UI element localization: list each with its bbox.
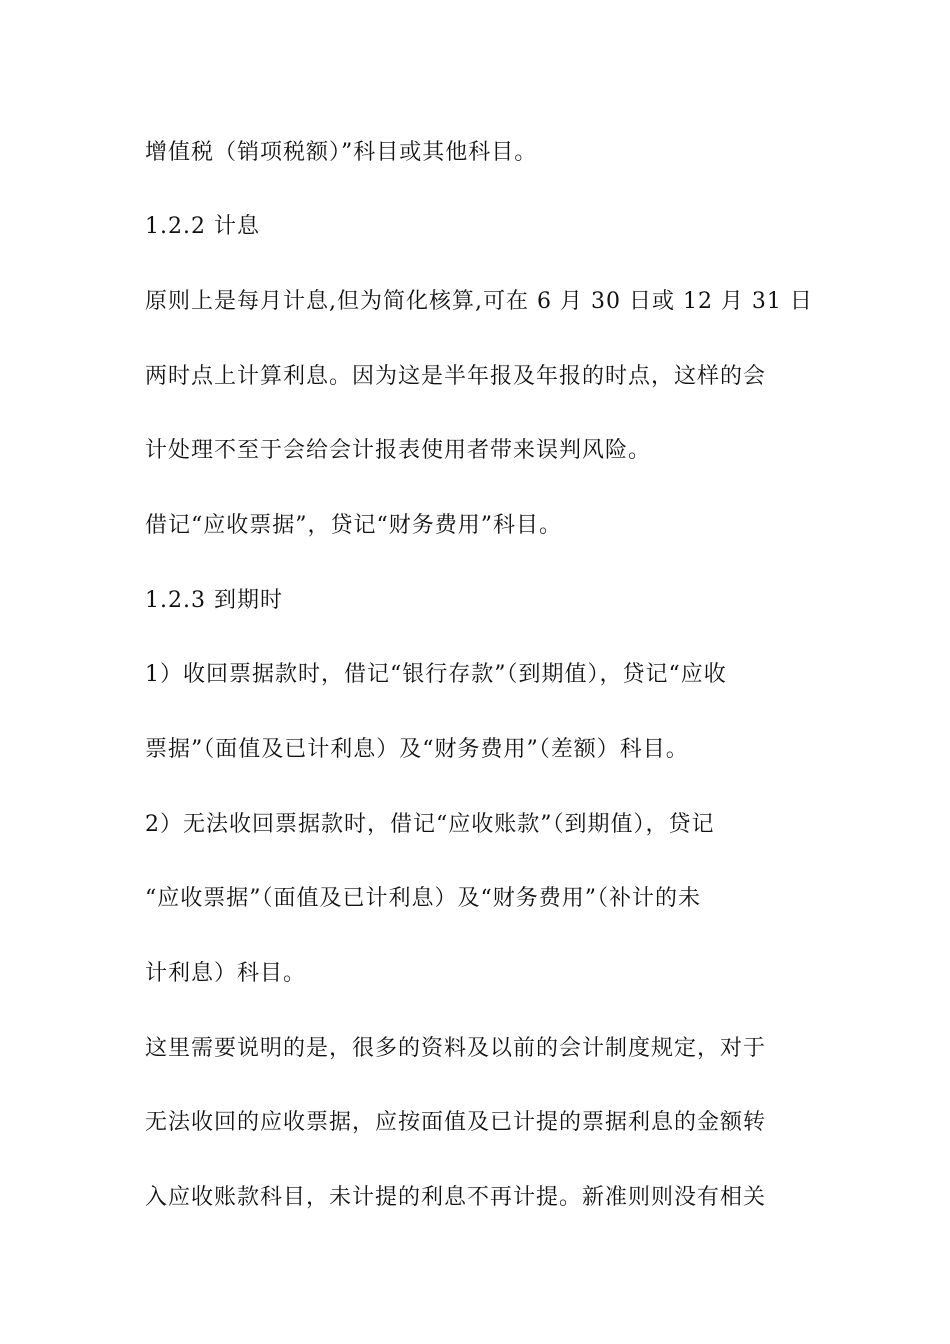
text-line: 2）无法收回票据款时，借记“应收账款”（到期值），贷记 <box>145 812 715 837</box>
section-heading: 1.2.2 计息 <box>145 214 260 239</box>
section-heading: 1.2.3 到期时 <box>145 588 283 613</box>
text-line: 两时点上计算利息。因为这是半年报及年报的时点，这样的会 <box>145 364 767 389</box>
text-line: 计处理不至于会给会计报表使用者带来误判风险。 <box>145 438 652 463</box>
text-line: 无法收回的应收票据，应按面值及已计提的票据利息的金额转 <box>145 1110 767 1135</box>
text-line: 票据”（面值及已计利息）及“财务费用”（差额）科目。 <box>145 737 689 762</box>
text-line: 计利息）科目。 <box>145 961 307 986</box>
text-line: 借记“应收票据”，贷记“财务费用”科目。 <box>145 513 562 538</box>
text-line: 增值税（销项税额）”科目或其他科目。 <box>145 140 538 165</box>
text-line: 1）收回票据款时，借记“银行存款”（到期值），贷记“应收 <box>145 662 727 687</box>
text-line: “应收票据”（面值及已计利息）及“财务费用”（补计的未 <box>145 886 701 911</box>
text-line: 原则上是每月计息,但为简化核算,可在 6 月 30 日或 12 月 31 日 <box>145 289 813 314</box>
text-line: 这里需要说明的是，很多的资料及以前的会计制度规定，对于 <box>145 1036 767 1061</box>
text-line: 入应收账款科目，未计提的利息不再计提。新准则则没有相关 <box>145 1185 767 1210</box>
